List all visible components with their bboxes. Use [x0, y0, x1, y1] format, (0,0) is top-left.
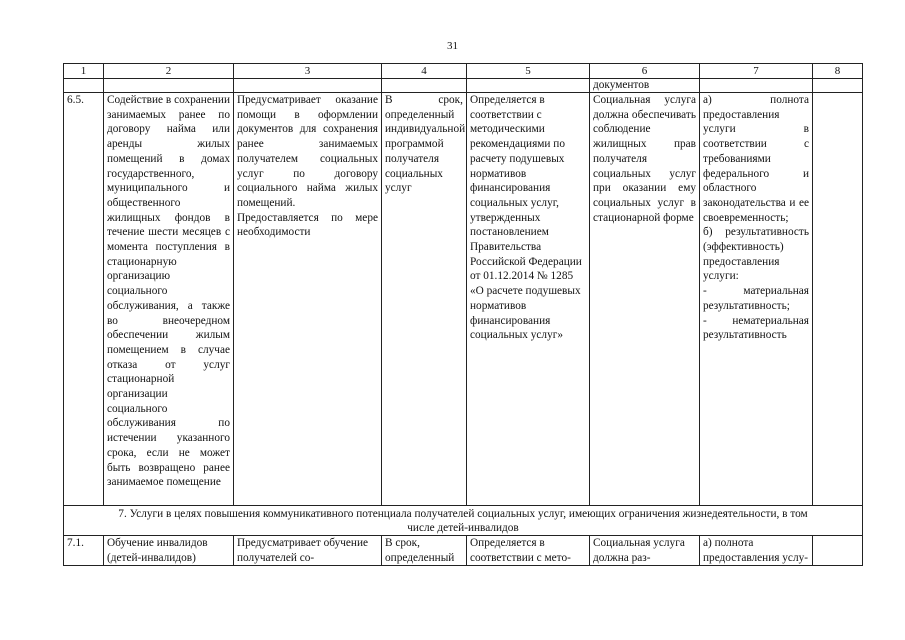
table-row — [64, 93, 863, 506]
section-row — [64, 506, 863, 536]
column-number-row — [64, 64, 863, 79]
service-quality-text: Социальная услуга должна обеспечивать соблюдение жилищных прав получателя социальных услуг при оказании ему социальных услуг в стационарной форме — [593, 94, 696, 224]
service-description: Предусматривает обучение получателей со- — [234, 536, 382, 566]
service-evaluation: а) полнота предоставления услу- — [700, 536, 813, 566]
services-table — [63, 63, 863, 566]
service-description — [234, 93, 382, 506]
section-title: 7. Услуги в целях повышения коммуникативного потенциала получателей социальных услуг, имеющих ограничения жизнедеятельности, в том числе детей-инвалидов — [64, 506, 863, 536]
carry-over-row — [64, 79, 863, 93]
evaluation-item-nonmaterial: - нематериальная результативность — [703, 314, 809, 342]
service-description-text: Предусматривает оказание помощи в оформлении документов для сохранения ранее занимаемых получателем социальных услуг по договору социального найма жилых помещений. — [237, 94, 378, 209]
evaluation-item-a: а) полнота предоставления услуги в соответствии с требованиями федерального и областного законодательства и ее своевременность; — [703, 94, 809, 224]
row-number: 6.5. — [64, 93, 104, 506]
col-header-3: 3 — [234, 64, 382, 79]
col-header-1: 1 — [64, 64, 104, 79]
col-header-2: 2 — [104, 64, 234, 79]
carry-over-text: документов — [590, 79, 700, 93]
col-header-5: 5 — [467, 64, 590, 79]
row-number: 7.1. — [64, 536, 104, 566]
service-cost: Определяется в соответствии с мето- — [467, 536, 590, 566]
service-evaluation — [700, 93, 813, 506]
service-term — [382, 93, 467, 506]
service-frequency-text: Предоставляется по мере необходимости — [237, 211, 378, 239]
evaluation-item-b: б) результативность (эффективность) предоставления услуги: — [703, 226, 809, 283]
page-number: 31 — [447, 40, 458, 52]
service-conditions — [813, 536, 863, 566]
service-name: Обучение инвалидов (детей-инвалидов) — [104, 536, 234, 566]
evaluation-item-material: - материальная результативность; — [703, 285, 809, 312]
service-term-text: В срок, определенный индивидуальной программой получателя социальных услуг — [385, 94, 466, 195]
service-term: В срок, определенный — [382, 536, 467, 566]
service-name-text: Содействие в сохранении занимаемых ранее по договору найма или аренды жилых помещений в домах государственного, муниципального и общественного жилищных фондов в течение шести месяцев с момента поступления в стационарную организацию социального обслуживания, а также во внеочередном обеспечении жилым помещением в случае отказа от услуг стационарной организации социального обслуживания по истечении указанного срока, если не может быть возвращено ранее занимаемое помещение — [107, 94, 230, 489]
col-header-6 — [590, 64, 700, 79]
col-header-6-label: 6 — [641, 65, 648, 77]
service-cost-text: Определяется в соответствии с методическими рекомендациями по расчету подушевых нормативов финансирования социальных услуг, утвержденных постановлением Правительства Российской Федерации от 01.12.2014 № 1285 «О расчете подушевых нормативов финансирования социальных услуг» — [470, 94, 582, 342]
col-header-4: 4 — [382, 64, 467, 79]
service-name — [104, 93, 234, 506]
table-row — [64, 536, 863, 566]
service-quality — [590, 93, 700, 506]
service-cost — [467, 93, 590, 506]
col-header-8: 8 — [813, 64, 863, 79]
col-header-7: 7 — [700, 64, 813, 79]
service-quality: Социальная услуга должна раз- — [590, 536, 700, 566]
service-conditions — [813, 93, 863, 506]
